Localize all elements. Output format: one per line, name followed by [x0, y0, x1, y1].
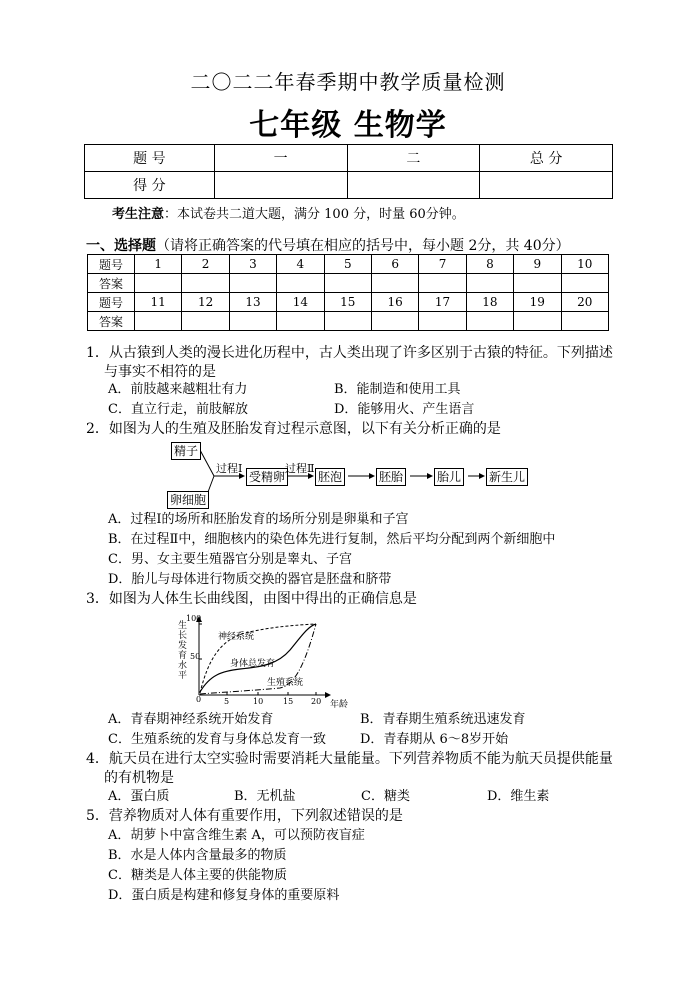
- diagram-embryo: 胚胎: [376, 468, 406, 486]
- diagram-sperm: 精子: [171, 442, 201, 460]
- question-number: 10: [561, 255, 608, 274]
- q1-option-a[interactable]: A．前肢越来越粗壮有力: [108, 382, 248, 397]
- question-number: 18: [466, 293, 513, 312]
- score-header-label: 题 号: [85, 145, 215, 172]
- exam-title: 二〇二二年春季期中教学质量检测: [190, 70, 506, 94]
- q3-option-b[interactable]: B．青春期生殖系统迅速发育: [360, 712, 526, 727]
- question-number: 20: [561, 293, 608, 312]
- section1-instruction: （请将正确答案的代号填在相应的括号中，每小题 2分，共 40分）: [156, 238, 570, 254]
- q4-stem-line1: 4．航天员在进行太空实验时需要消耗大量能量。下列营养物质不能为航天员提供能量: [86, 751, 613, 767]
- diagram-blastocyst: 胚泡: [315, 468, 345, 486]
- q5-option-a[interactable]: A．胡萝卜中富含维生素 A，可以预防夜盲症: [108, 828, 365, 843]
- question-number: 2: [182, 255, 229, 274]
- q2-option-b[interactable]: B．在过程Ⅱ中，细胞核内的染色体先进行复制，然后平均分配到两个新细胞中: [108, 532, 556, 547]
- q4-option-a[interactable]: A．蛋白质: [108, 789, 170, 804]
- q3-option-d[interactable]: D．青春期从 6～8岁开始: [360, 732, 509, 747]
- diagram-process1: 过程Ⅰ: [216, 462, 243, 475]
- chart-label-reproductive: 生殖系统: [267, 678, 304, 688]
- q1-option-d[interactable]: D．能够用火、产生语言: [334, 402, 475, 417]
- q3-option-a[interactable]: A．青春期神经系统开始发育: [108, 712, 274, 727]
- question-number: 1: [135, 255, 182, 274]
- question-number: 19: [514, 293, 561, 312]
- diagram-process2: 过程Ⅱ: [285, 462, 315, 475]
- answer-label-no: 题号: [88, 293, 135, 312]
- q3-option-c[interactable]: C．生殖系统的发育与身体总发育一致: [108, 732, 326, 747]
- subject-title: 七年级 生物学: [249, 108, 447, 143]
- diagram-zygote: 受精卵: [246, 468, 288, 486]
- chart-xlabel: 年龄: [330, 700, 349, 710]
- question-number: 5: [324, 255, 371, 274]
- answer-label-ans: 答案: [88, 274, 135, 293]
- q2-option-c[interactable]: C．男、女主要生殖器官分别是睾丸、子宫: [108, 552, 352, 567]
- q1-option-b[interactable]: B．能制造和使用工具: [334, 382, 461, 397]
- q4-option-b[interactable]: B．无机盐: [234, 789, 296, 804]
- question-number: 15: [324, 293, 371, 312]
- q1-option-c[interactable]: C．直立行走，前肢解放: [108, 402, 248, 417]
- section1-title: 一、选择题: [86, 238, 156, 254]
- q1-stem-line1: 1．从古猿到人类的漫长进化历程中，古人类出现了许多区别于古猿的特征。下列描述: [86, 345, 613, 361]
- notice-label: 考生注意: [112, 207, 165, 222]
- question-number: 3: [229, 255, 276, 274]
- q5-option-c[interactable]: C．糖类是人体主要的供能物质: [108, 868, 287, 883]
- question-number: 11: [135, 293, 182, 312]
- score-header-part2: 二: [347, 145, 480, 172]
- q3-stem: 3．如图为人体生长曲线图，由图中得出的正确信息是: [86, 591, 417, 607]
- chart-xtick-15: 15: [283, 697, 294, 706]
- score-header-total: 总 分: [480, 145, 613, 172]
- q4-option-c[interactable]: C．糖类: [361, 789, 410, 804]
- chart-ytick-50: 50: [190, 652, 201, 661]
- q2-option-a[interactable]: A．过程Ⅰ的场所和胚胎发育的场所分别是卵巢和子宫: [108, 512, 409, 527]
- answer-label-no: 题号: [88, 255, 135, 274]
- q5-option-d[interactable]: D．蛋白质是构建和修复身体的重要原料: [108, 888, 340, 903]
- q5-stem: 5．营养物质对人体有重要作用，下列叙述错误的是: [86, 808, 403, 824]
- question-number: 14: [277, 293, 324, 312]
- question-number: 16: [371, 293, 418, 312]
- notice-text: ：本试卷共二道大题，满分 100 分，时量 60分钟。: [164, 207, 465, 222]
- q4-stem-line2: 的有机物是: [104, 770, 174, 786]
- diagram-fetus: 胎儿: [434, 468, 464, 486]
- score-row-label: 得 分: [85, 172, 215, 199]
- diagram-newborn: 新生儿: [486, 468, 528, 486]
- question-number: 9: [514, 255, 561, 274]
- chart-ytick-100: 100: [186, 614, 202, 623]
- q4-option-d[interactable]: D．维生素: [487, 789, 550, 804]
- q2-option-d[interactable]: D．胎儿与母体进行物质交换的器官是胚盘和脐带: [108, 572, 392, 587]
- q2-stem: 2．如图为人的生殖及胚胎发育过程示意图，以下有关分析正确的是: [86, 421, 501, 437]
- question-number: 6: [371, 255, 418, 274]
- question-number: 8: [466, 255, 513, 274]
- question-number: 13: [229, 293, 276, 312]
- question-number: 4: [277, 255, 324, 274]
- chart-xtick-10: 10: [253, 697, 264, 706]
- chart-label-nervous: 神经系统: [218, 632, 255, 642]
- question-number: 12: [182, 293, 229, 312]
- chart-xtick-0: 0: [196, 695, 202, 704]
- chart-xtick-5: 5: [224, 697, 230, 706]
- score-header-part1: 一: [214, 145, 347, 172]
- chart-label-body: 身体总发育: [230, 659, 276, 669]
- question-number: 7: [419, 255, 466, 274]
- answer-label-ans: 答案: [88, 312, 135, 331]
- q1-stem-line2: 与事实不相符的是: [104, 364, 216, 380]
- chart-ylabel: 生长发育水平: [178, 621, 188, 681]
- q5-option-b[interactable]: B．水是人体内含量最多的物质: [108, 848, 287, 863]
- diagram-egg: 卵细胞: [167, 491, 209, 509]
- chart-xtick-20: 20: [311, 697, 322, 706]
- question-number: 17: [419, 293, 466, 312]
